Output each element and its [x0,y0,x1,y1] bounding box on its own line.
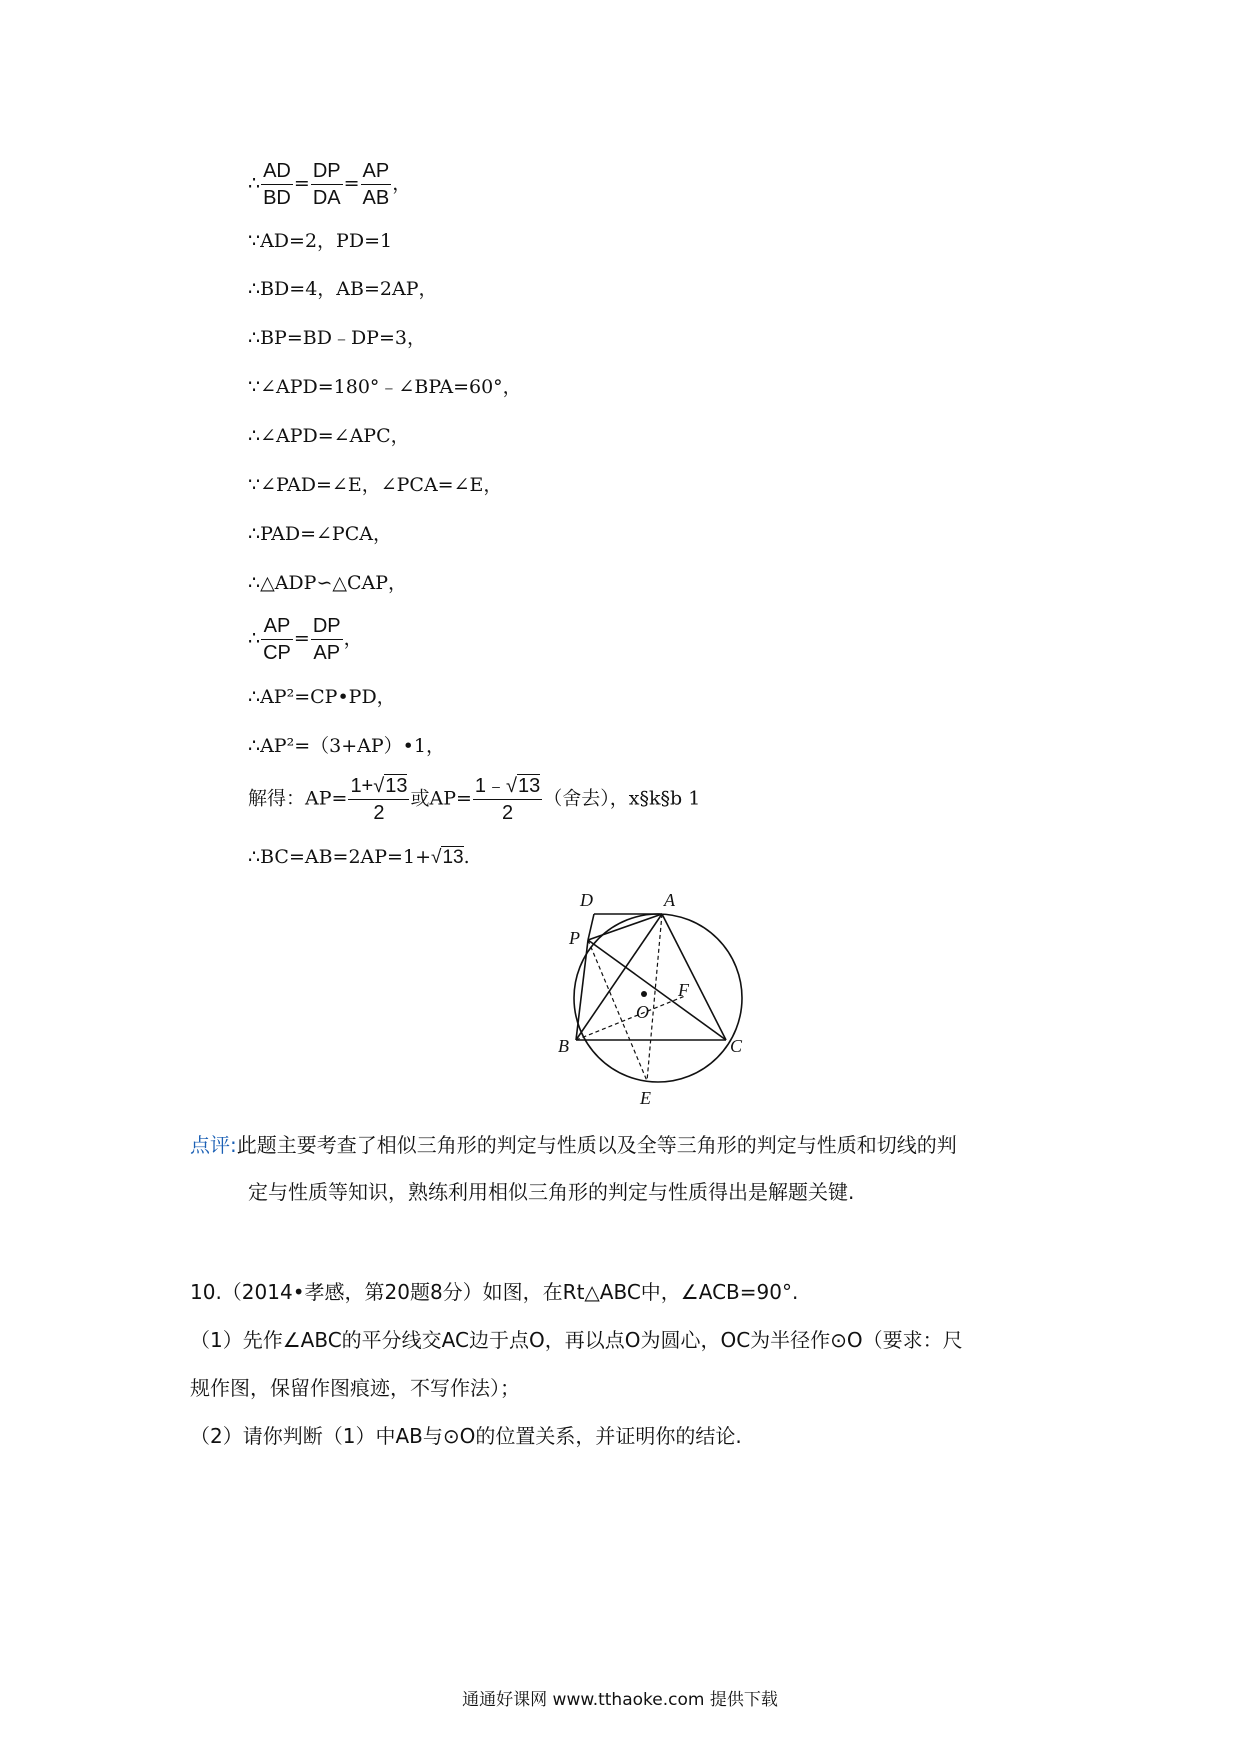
remark-text-1: 此题主要考查了相似三角形的判定与性质以及全等三角形的判定与性质和切线的判 [236,1133,957,1157]
segment-DP [588,914,594,940]
segment-AC [662,914,726,1040]
radicand: 13 [385,775,408,797]
numerator: AP [261,613,293,640]
numerator [348,773,409,800]
remark-label: 点评: [190,1133,237,1157]
radicand: 13 [518,775,541,797]
proof-line-3: ∴BD=4，AB=2AP， [248,278,438,300]
center-point [641,991,647,997]
text: 或AP= [410,787,472,810]
proof-line-5: ∵∠APD=180°﹣∠BPA=60°， [248,376,522,398]
fraction [261,158,293,211]
segment-AE [647,914,662,1081]
proof-line-1: ∴ $\frac{AD}{BD}$ = $\frac{DP}{DA}$ = $\frac{AP}{AB}$ ， [248,160,412,209]
label-E: E [640,1088,651,1108]
sqrt-icon: √13 [431,847,464,868]
therefore-sym: ∴ [248,172,261,195]
numerator: AP [361,158,392,185]
fraction [361,158,392,211]
proof-line-10: ∴ $\frac{AP}{CP}$ = $\frac{DP}{AP}$ ， [248,615,363,664]
question-part2: （2）请你判断（1）中AB与⊙O的位置关系，并证明你的结论. [190,1424,742,1448]
text: 解得：AP= [248,787,348,810]
remark-line-1 [190,1133,957,1157]
fraction [311,613,343,666]
proof-line-12: ∴AP²=（3+AP）•1， [248,735,445,757]
therefore-sym: ∴ [248,627,261,650]
denominator: CP [263,642,291,664]
text: ∴BC=AB=2AP=1+ [248,846,431,868]
proof-line-9: ∴△ADP∽△CAP， [248,572,408,594]
segment-PA [588,914,662,940]
denominator: 2 [502,802,514,824]
proof-line-11: ∴AP²=CP•PD， [248,686,396,708]
proof-line-13 [248,773,700,826]
label-C: C [730,1036,743,1056]
proof-line-7: ∵∠PAD=∠E，∠PCA=∠E， [248,474,503,496]
label-B: B [558,1036,569,1056]
proof-line-8: ∴PAD=∠PCA， [248,523,392,545]
numerator [473,773,542,800]
denominator: 2 [373,802,385,824]
fraction [311,158,343,211]
proof-line-14 [248,845,470,870]
label-O: O [636,1002,649,1022]
sqrt-icon: √13 [506,775,541,797]
numerator: DP [311,158,343,185]
segment-PC [588,940,726,1040]
footer: 通通好课网 www.tthaoke.com 提供下载 [462,1690,778,1710]
remark-line-2: 定与性质等知识，熟练利用相似三角形的判定与性质得出是解题关键. [248,1180,855,1204]
circle [574,914,742,1082]
text: （舍去），x§k§b 1 [543,787,701,810]
label-A: A [664,890,675,910]
question-part1-a: （1）先作∠ABC的平分线交AC边于点O，再以点O为圆心，OC为半径作⊙O（要求：尺 [190,1328,963,1352]
label-P: P [569,928,580,948]
denominator: BD [263,187,291,209]
numerator: AD [261,158,293,185]
fraction [348,773,409,826]
text: . [463,846,470,868]
num-part: 1﹣ [474,775,507,797]
label-F: F [678,980,689,1000]
punct: ， [392,172,412,195]
fraction [261,613,293,666]
segment-BF [576,996,685,1040]
geometry-diagram [560,890,760,1110]
punct: ， [343,627,363,650]
question-part1-b: 规作图，保留作图痕迹，不写作法）； [190,1376,520,1400]
label-D: D [580,890,593,910]
numerator: DP [311,613,343,640]
denominator: DA [312,187,341,209]
proof-line-2: ∵AD=2，PD=1 [248,230,393,252]
sqrt-icon: √13 [373,775,408,797]
fraction [473,773,542,826]
proof-line-4: ∴BP=BD﹣DP=3， [248,327,426,349]
radicand: 13 [442,847,464,868]
denominator: AP [313,642,341,664]
denominator: AB [362,187,390,209]
num-part: 1+ [350,775,374,797]
proof-line-6: ∴∠APD=∠APC， [248,425,410,447]
question-stem: 10.（2014•孝感，第20题8分）如图，在Rt△ABC中，∠ACB=90°. [190,1280,799,1304]
